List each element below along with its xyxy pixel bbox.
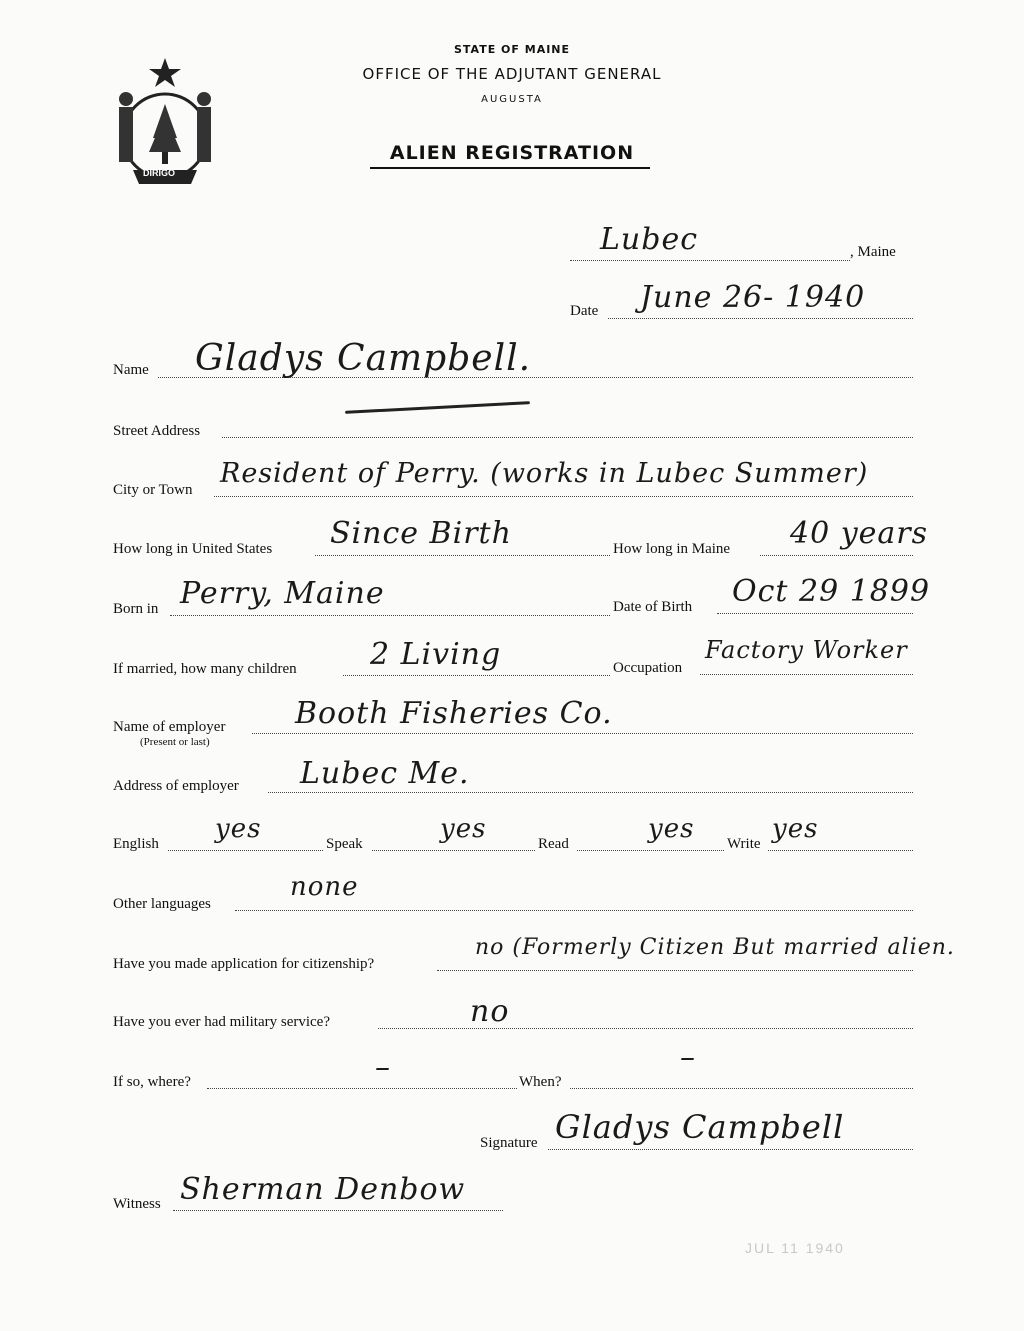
- write-value: yes: [772, 814, 819, 844]
- how-long-maine-value: 40 years: [790, 516, 929, 551]
- employer-sublabel: (Present or last): [140, 736, 210, 748]
- name-label: Name: [113, 362, 149, 378]
- how-long-us-label: How long in United States: [113, 541, 273, 557]
- employer-address-value: Lubec Me.: [300, 756, 470, 791]
- how-long-maine-label: How long in Maine: [613, 541, 731, 557]
- header-state: STATE OF MAINE: [453, 43, 571, 56]
- title-underline: [370, 167, 650, 169]
- seal-motto: DIRIGO: [143, 168, 176, 178]
- witness-value: Sherman Denbow: [180, 1172, 466, 1207]
- born-in-value: Perry, Maine: [180, 576, 385, 611]
- header-office: OFFICE OF THE ADJUTANT GENERAL: [362, 65, 662, 83]
- date-of-birth-label: Date of Birth: [613, 599, 693, 615]
- employer-value: Booth Fisheries Co.: [295, 696, 613, 731]
- employer-address-label: Address of employer: [113, 778, 239, 794]
- city-or-town-value: Resident of Perry. (works in Lubec Summer): [220, 458, 869, 489]
- children-value: 2 Living: [370, 637, 502, 672]
- english-value: yes: [215, 814, 262, 844]
- other-languages-value: none: [290, 872, 359, 902]
- town-value: Lubec: [600, 222, 699, 257]
- page-title: ALIEN REGISTRATION: [389, 142, 635, 164]
- military-value: no: [470, 994, 510, 1029]
- where-label: If so, where?: [113, 1074, 191, 1090]
- date-label: Date: [570, 303, 599, 319]
- where-value: –: [375, 1050, 391, 1085]
- name-value: Gladys Campbell.: [195, 338, 532, 379]
- born-in-label: Born in: [113, 601, 159, 617]
- occupation-value: Factory Worker: [705, 636, 908, 664]
- employer-label: Name of employer: [113, 719, 226, 735]
- date-of-birth-value: Oct 29 1899: [732, 574, 931, 609]
- witness-label: Witness: [113, 1196, 161, 1212]
- town-suffix: , Maine: [850, 244, 896, 260]
- city-or-town-label: City or Town: [113, 482, 193, 498]
- signature-label: Signature: [480, 1135, 538, 1151]
- signature-value: Gladys Campbell: [555, 1108, 845, 1146]
- english-label: English: [113, 836, 159, 852]
- header-city: AUGUSTA: [481, 94, 543, 105]
- speak-label: Speak: [326, 836, 363, 852]
- date-value: June 26- 1940: [640, 280, 866, 315]
- read-label: Read: [538, 836, 569, 852]
- other-languages-label: Other languages: [113, 896, 211, 912]
- children-label: If married, how many children: [113, 661, 297, 677]
- when-label: When?: [519, 1074, 562, 1090]
- speak-value: yes: [440, 814, 487, 844]
- citizenship-label: Have you made application for citizenship?: [113, 956, 375, 972]
- citizenship-value: no (Formerly Citizen But married alien.: [475, 935, 955, 960]
- street-address-label: Street Address: [113, 423, 201, 439]
- when-value: –: [680, 1040, 696, 1075]
- how-long-us-value: Since Birth: [330, 516, 512, 551]
- occupation-label: Occupation: [613, 660, 683, 676]
- write-label: Write: [727, 836, 761, 852]
- received-stamp: JUL 11 1940: [745, 1240, 845, 1256]
- read-value: yes: [648, 814, 695, 844]
- military-label: Have you ever had military service?: [113, 1014, 330, 1030]
- name-underline-stroke: [345, 401, 530, 414]
